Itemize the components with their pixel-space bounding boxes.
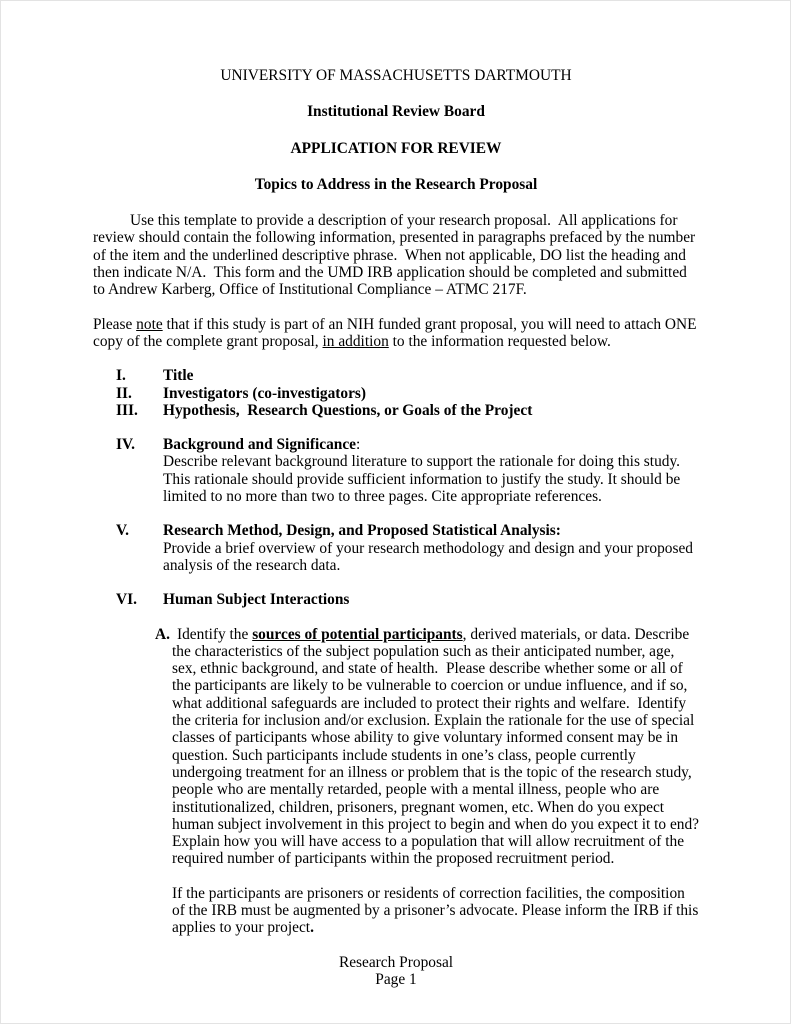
footer-document-title: Research Proposal — [338, 953, 454, 971]
section-heading: Human Subject Interactions — [163, 591, 350, 609]
section-heading-row — [93, 591, 699, 608]
subsection-a-text: Identify the sources of potential participants, derived materials, or data. Describe the characteristics of the subject population such as their anticipated number, age, sex, ethnic background, and state of health. Please describe whether some or all of the participants are likely to be vulnerable to coercion or undue influence, and if so, what additional safeguards are included to protect their rights and welfare. Identify the criteria for inclusion and/or exclusion. Explain the rationale for the use of special classes of participants whose ability to give voluntary informed consent may be in question. Such participants include students in one’s class, people currently undergoing treatment for an illness or problem that is the topic of the research study, people who are mentally retarded, people with a mental illness, people who are institutionalized, children, prisoners, pregnant women, etc. When do you expect human subject involvement in this project to begin and when do you expect it to end? Explain how you will have access to a population that will allow recruitment of the required number of participants within the proposed recruitment period. — [172, 625, 707, 868]
section-human-subject-interactions — [93, 591, 699, 608]
board-subtitle — [93, 103, 699, 120]
section-numeral: VI. — [116, 591, 137, 609]
topics-heading-text: Topics to Address in the Research Proposal — [254, 175, 538, 193]
section-heading-row — [93, 436, 699, 453]
university-title-text: UNIVERSITY OF MASSACHUSETTS DARTMOUTH — [220, 67, 572, 84]
outline-list — [93, 367, 699, 419]
board-subtitle-text: Institutional Review Board — [307, 103, 485, 121]
section-background-significance — [93, 436, 699, 505]
intro-paragraph: Use this template to provide a description of your research proposal. All applications for review should contain the following information, presented in paragraphs prefaced by the number of the item and the underlined descriptive phrase. When not applicable, DO list the heading and then indicate N/A. This form and the UMD IRB application should be completed and submitted to Andrew Karberg, Office of Institutional Compliance – ATMC 217F. — [93, 212, 700, 299]
application-heading — [93, 140, 699, 157]
outline-label: Investigators (co-investigators) — [163, 384, 367, 402]
outline-numeral: I. — [116, 367, 126, 385]
prisoners-note-paragraph: If the participants are prisoners or residents of correction facilities, the composition of the IRB must be augmented by a prisoner’s advocate. Please inform the IRB if this applies to your project. — [172, 884, 703, 937]
university-title — [93, 67, 699, 84]
outline-item-title — [93, 367, 699, 384]
application-heading-text: APPLICATION FOR REVIEW — [290, 139, 502, 157]
section-numeral: V. — [116, 522, 129, 540]
outline-numeral: II. — [116, 384, 132, 402]
nih-note-paragraph: Please note that if this study is part of an NIH funded grant proposal, you will need to attach ONE copy of the complete grant proposal, in addition to the information requested below. — [93, 315, 701, 350]
outline-label: Title — [163, 367, 194, 385]
section-heading: Background and Significance: — [163, 436, 361, 454]
outline-item-hypothesis — [93, 402, 699, 419]
section-heading: Research Method, Design, and Proposed Statistical Analysis: — [163, 522, 561, 540]
outline-label: Hypothesis, Research Questions, or Goals of the Project — [163, 401, 533, 419]
section-research-method — [93, 522, 699, 574]
section-body: Describe relevant background literature to support the rationale for doing this study. This rationale should provide sufficient information to justify the study. It should be limited to no more than two to three pages. Cite appropriate references. — [163, 453, 685, 506]
subsection-a-label: A. — [155, 625, 170, 643]
page-footer — [93, 954, 699, 989]
section-body: Provide a brief overview of your research methodology and design and your proposed analysis of the research data. — [163, 539, 697, 574]
footer-page-number: Page 1 — [375, 970, 417, 988]
section-numeral: IV. — [116, 436, 135, 454]
outline-item-investigators — [93, 385, 699, 402]
outline-numeral: III. — [116, 401, 138, 419]
topics-heading — [93, 176, 699, 193]
subsection-a-paragraph — [155, 625, 707, 868]
section-heading-row — [93, 522, 699, 539]
